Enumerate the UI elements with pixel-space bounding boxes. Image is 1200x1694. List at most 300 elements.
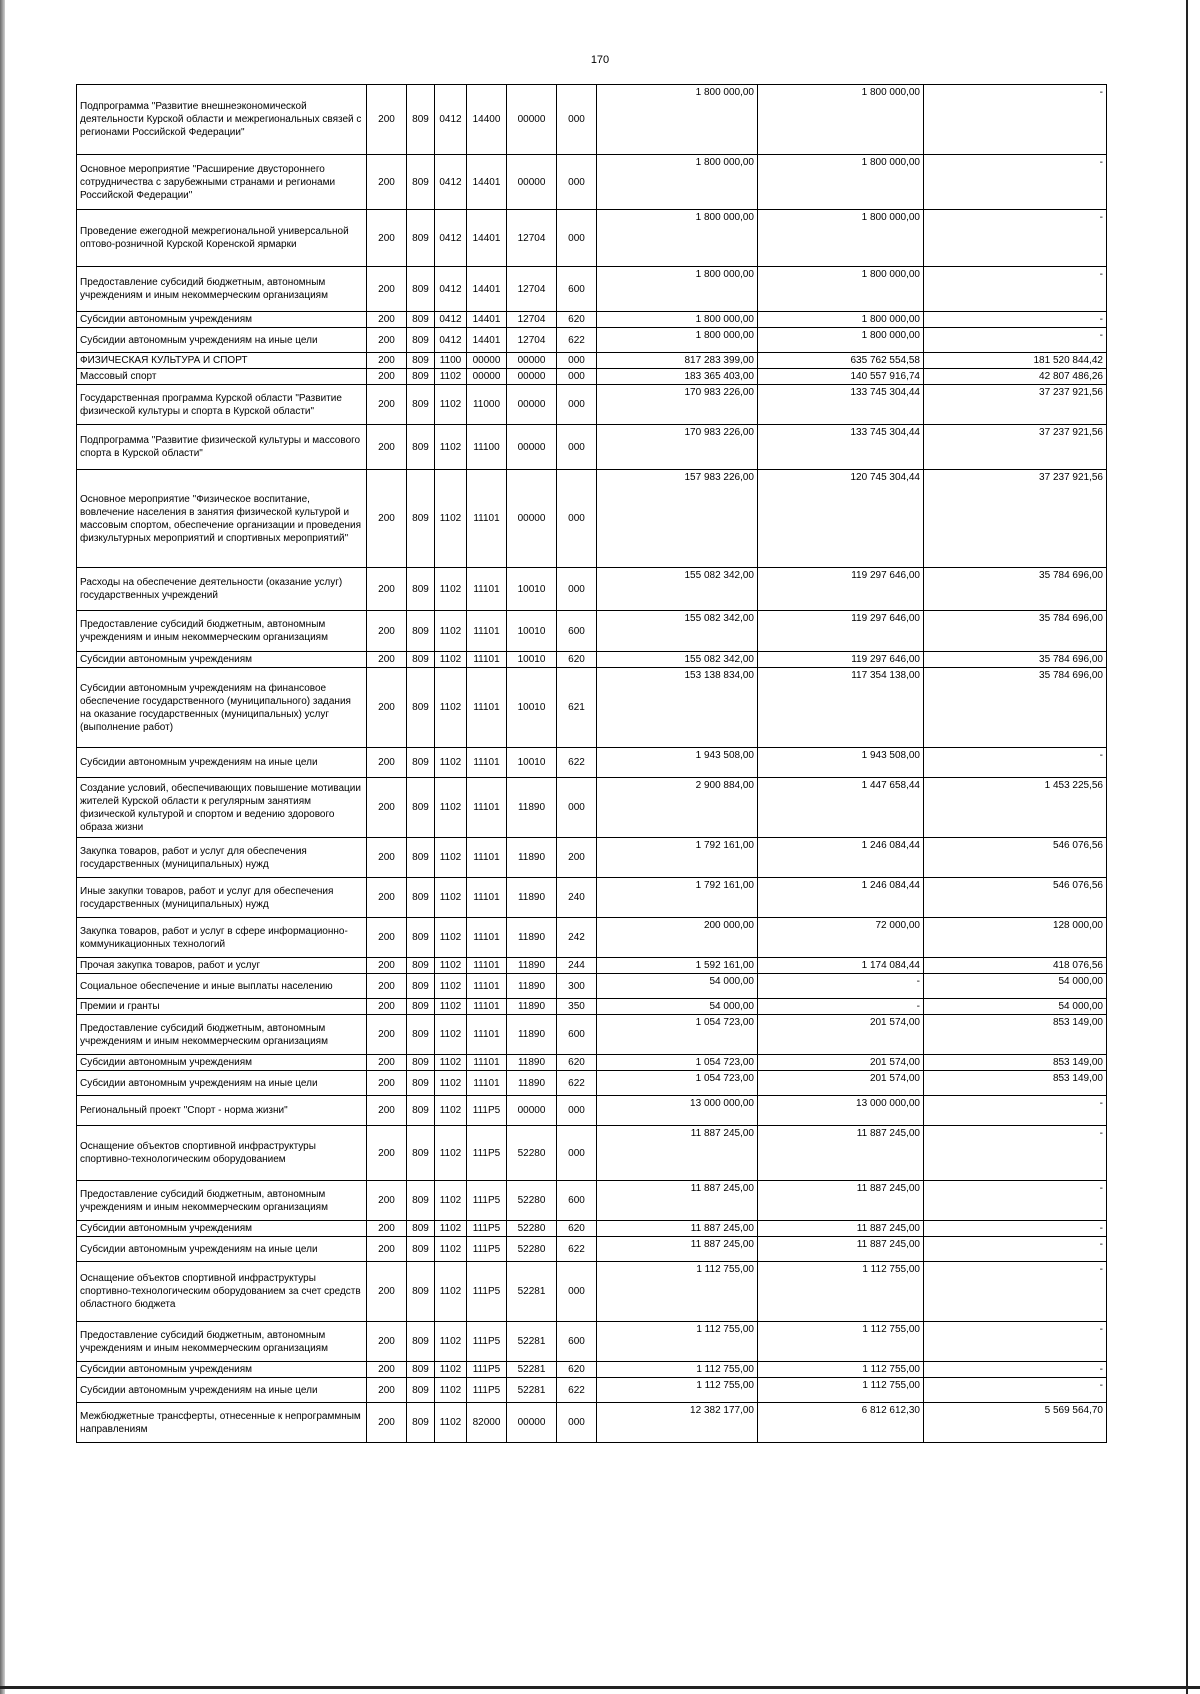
row-code-direction: 12704	[507, 210, 557, 267]
row-code-direction: 11890	[507, 958, 557, 974]
row-code-direction: 10010	[507, 748, 557, 778]
row-amount-approved: 1 054 723,00	[597, 1015, 758, 1055]
row-code-section: 0412	[435, 85, 467, 155]
scan-bottom-border	[0, 1686, 1200, 1689]
row-code-expense-type: 000	[557, 1126, 597, 1181]
row-amount-executed: 133 745 304,44	[758, 385, 924, 425]
row-code-direction: 12704	[507, 267, 557, 312]
table-row	[77, 425, 1107, 470]
row-amount-executed: 117 354 138,00	[758, 668, 924, 748]
row-code-section: 0412	[435, 155, 467, 210]
row-code-expense-type: 000	[557, 778, 597, 838]
row-code-program: 111P5	[467, 1181, 507, 1221]
row-code-chapter: 809	[407, 267, 435, 312]
row-code-admin: 200	[367, 748, 407, 778]
row-code-section: 1102	[435, 1262, 467, 1322]
row-name: Субсидии автономным учреждениям	[77, 652, 367, 668]
row-code-chapter: 809	[407, 210, 435, 267]
row-code-section: 1102	[435, 611, 467, 652]
row-code-admin: 200	[367, 1262, 407, 1322]
row-code-direction: 11890	[507, 1015, 557, 1055]
row-amount-remainder: 54 000,00	[924, 999, 1107, 1015]
row-amount-executed: 1 800 000,00	[758, 267, 924, 312]
row-amount-remainder: 5 569 564,70	[924, 1403, 1107, 1443]
row-amount-approved: 170 983 226,00	[597, 385, 758, 425]
row-code-program: 111P5	[467, 1262, 507, 1322]
row-code-admin: 200	[367, 85, 407, 155]
row-code-section: 1102	[435, 568, 467, 611]
table-row	[77, 748, 1107, 778]
row-code-chapter: 809	[407, 328, 435, 353]
row-code-direction: 52281	[507, 1322, 557, 1362]
row-amount-approved: 1 792 161,00	[597, 878, 758, 918]
row-code-direction: 10010	[507, 568, 557, 611]
row-code-section: 0412	[435, 328, 467, 353]
table-row	[77, 210, 1107, 267]
row-code-chapter: 809	[407, 1181, 435, 1221]
row-name: Оснащение объектов спортивной инфраструктуры спортивно-технологическим оборудованием за счет средств областного бюджета	[77, 1262, 367, 1322]
row-code-expense-type: 620	[557, 1221, 597, 1237]
row-amount-remainder: -	[924, 1378, 1107, 1403]
row-amount-executed: 1 246 084,44	[758, 838, 924, 878]
row-name: Субсидии автономным учреждениям на иные цели	[77, 748, 367, 778]
row-name: Субсидии автономным учреждениям	[77, 1221, 367, 1237]
row-amount-approved: 54 000,00	[597, 999, 758, 1015]
row-name: Подпрограмма "Развитие физической культуры и массового спорта в Курской области"	[77, 425, 367, 470]
row-code-admin: 200	[367, 1322, 407, 1362]
row-amount-executed: 119 297 646,00	[758, 568, 924, 611]
row-code-expense-type: 620	[557, 312, 597, 328]
row-code-admin: 200	[367, 974, 407, 999]
row-code-program: 14400	[467, 85, 507, 155]
row-amount-executed: 140 557 916,74	[758, 369, 924, 385]
row-amount-remainder: 37 237 921,56	[924, 385, 1107, 425]
row-code-expense-type: 000	[557, 1262, 597, 1322]
row-amount-approved: 155 082 342,00	[597, 568, 758, 611]
row-amount-approved: 1 800 000,00	[597, 85, 758, 155]
row-code-expense-type: 242	[557, 918, 597, 958]
row-code-program: 11100	[467, 425, 507, 470]
row-name: Иные закупки товаров, работ и услуг для обеспечения государственных (муниципальных) нужд	[77, 878, 367, 918]
row-code-admin: 200	[367, 611, 407, 652]
row-code-section: 0412	[435, 267, 467, 312]
row-code-section: 1102	[435, 1055, 467, 1071]
row-amount-executed: 72 000,00	[758, 918, 924, 958]
row-name: Предоставление субсидий бюджетным, автономным учреждениям и иным некоммерческим организациям	[77, 611, 367, 652]
row-code-admin: 200	[367, 1096, 407, 1126]
row-code-chapter: 809	[407, 1071, 435, 1096]
row-code-admin: 200	[367, 1181, 407, 1221]
row-name: Закупка товаров, работ и услуг для обеспечения государственных (муниципальных) нужд	[77, 838, 367, 878]
table-row	[77, 312, 1107, 328]
row-amount-executed: 1 112 755,00	[758, 1322, 924, 1362]
table-row	[77, 668, 1107, 748]
table-row	[77, 1071, 1107, 1096]
row-code-expense-type: 622	[557, 1071, 597, 1096]
row-code-direction: 11890	[507, 1055, 557, 1071]
row-code-admin: 200	[367, 1015, 407, 1055]
row-code-program: 11101	[467, 652, 507, 668]
row-code-section: 1102	[435, 652, 467, 668]
row-code-program: 14401	[467, 328, 507, 353]
table-row	[77, 1362, 1107, 1378]
row-amount-executed: 1 800 000,00	[758, 155, 924, 210]
row-code-chapter: 809	[407, 958, 435, 974]
row-code-chapter: 809	[407, 85, 435, 155]
row-code-expense-type: 000	[557, 369, 597, 385]
row-amount-approved: 155 082 342,00	[597, 611, 758, 652]
row-code-chapter: 809	[407, 1403, 435, 1443]
row-name: Субсидии автономным учреждениям	[77, 312, 367, 328]
table-row	[77, 369, 1107, 385]
row-code-chapter: 809	[407, 1262, 435, 1322]
row-code-section: 1102	[435, 1126, 467, 1181]
row-amount-executed: 1 447 658,44	[758, 778, 924, 838]
table-row	[77, 878, 1107, 918]
row-name: Закупка товаров, работ и услуг в сфере информационно-коммуникационных технологий	[77, 918, 367, 958]
row-code-admin: 200	[367, 353, 407, 369]
row-code-chapter: 809	[407, 652, 435, 668]
budget-table-body	[77, 85, 1107, 1443]
row-code-expense-type: 600	[557, 1181, 597, 1221]
row-code-program: 111P5	[467, 1237, 507, 1262]
row-name: ФИЗИЧЕСКАЯ КУЛЬТУРА И СПОРТ	[77, 353, 367, 369]
row-code-section: 1102	[435, 1378, 467, 1403]
row-code-expense-type: 620	[557, 1362, 597, 1378]
row-amount-executed: 1 800 000,00	[758, 85, 924, 155]
table-row	[77, 1378, 1107, 1403]
row-amount-approved: 2 900 884,00	[597, 778, 758, 838]
row-code-expense-type: 000	[557, 568, 597, 611]
row-amount-approved: 1 112 755,00	[597, 1322, 758, 1362]
row-amount-executed: -	[758, 999, 924, 1015]
row-code-chapter: 809	[407, 353, 435, 369]
row-code-program: 11101	[467, 918, 507, 958]
row-code-direction: 52281	[507, 1262, 557, 1322]
table-row	[77, 568, 1107, 611]
row-code-expense-type: 000	[557, 385, 597, 425]
row-code-admin: 200	[367, 918, 407, 958]
table-row	[77, 652, 1107, 668]
row-code-expense-type: 000	[557, 425, 597, 470]
row-amount-approved: 155 082 342,00	[597, 652, 758, 668]
row-code-section: 1102	[435, 1322, 467, 1362]
row-code-admin: 200	[367, 878, 407, 918]
table-row	[77, 1403, 1107, 1443]
row-amount-approved: 817 283 399,00	[597, 353, 758, 369]
table-row	[77, 1055, 1107, 1071]
row-amount-executed: 1 174 084,44	[758, 958, 924, 974]
row-code-admin: 200	[367, 958, 407, 974]
row-code-chapter: 809	[407, 918, 435, 958]
row-code-section: 1102	[435, 1071, 467, 1096]
row-code-direction: 10010	[507, 652, 557, 668]
row-code-chapter: 809	[407, 1126, 435, 1181]
row-code-direction: 52281	[507, 1378, 557, 1403]
table-row	[77, 1221, 1107, 1237]
row-code-section: 1102	[435, 1181, 467, 1221]
row-code-direction: 00000	[507, 85, 557, 155]
row-code-chapter: 809	[407, 668, 435, 748]
row-code-section: 1102	[435, 1221, 467, 1237]
row-name: Субсидии автономным учреждениям на финансовое обеспечение государственного (муниципального) задания на оказание государственных (муниципальных) услуг (выполнение работ)	[77, 668, 367, 748]
row-code-direction: 00000	[507, 1403, 557, 1443]
row-amount-approved: 12 382 177,00	[597, 1403, 758, 1443]
budget-table	[76, 84, 1107, 1443]
row-code-direction: 11890	[507, 878, 557, 918]
row-code-admin: 200	[367, 1403, 407, 1443]
row-code-admin: 200	[367, 1071, 407, 1096]
row-code-expense-type: 200	[557, 838, 597, 878]
row-amount-remainder: -	[924, 1262, 1107, 1322]
row-code-admin: 200	[367, 328, 407, 353]
row-code-expense-type: 622	[557, 1237, 597, 1262]
row-amount-remainder: 54 000,00	[924, 974, 1107, 999]
row-amount-approved: 11 887 245,00	[597, 1181, 758, 1221]
row-code-program: 11101	[467, 1055, 507, 1071]
row-code-chapter: 809	[407, 1362, 435, 1378]
row-code-section: 1102	[435, 1362, 467, 1378]
row-amount-remainder: -	[924, 210, 1107, 267]
row-amount-approved: 153 138 834,00	[597, 668, 758, 748]
row-amount-approved: 1 792 161,00	[597, 838, 758, 878]
row-code-program: 11101	[467, 1015, 507, 1055]
row-code-program: 11101	[467, 999, 507, 1015]
table-row	[77, 999, 1107, 1015]
row-code-chapter: 809	[407, 470, 435, 568]
row-code-admin: 200	[367, 652, 407, 668]
row-amount-remainder: -	[924, 1181, 1107, 1221]
row-amount-remainder: 1 453 225,56	[924, 778, 1107, 838]
row-code-program: 11101	[467, 838, 507, 878]
row-code-program: 111P5	[467, 1362, 507, 1378]
row-code-chapter: 809	[407, 748, 435, 778]
row-code-admin: 200	[367, 838, 407, 878]
row-amount-executed: 119 297 646,00	[758, 611, 924, 652]
row-amount-remainder: -	[924, 1221, 1107, 1237]
row-code-chapter: 809	[407, 155, 435, 210]
row-code-expense-type: 000	[557, 1096, 597, 1126]
row-amount-remainder: -	[924, 1126, 1107, 1181]
row-amount-approved: 1 943 508,00	[597, 748, 758, 778]
row-amount-remainder: 35 784 696,00	[924, 568, 1107, 611]
row-amount-executed: 119 297 646,00	[758, 652, 924, 668]
row-amount-executed: 1 112 755,00	[758, 1378, 924, 1403]
row-code-program: 111P5	[467, 1322, 507, 1362]
row-code-direction: 52280	[507, 1221, 557, 1237]
row-name: Прочая закупка товаров, работ и услуг	[77, 958, 367, 974]
row-code-expense-type: 000	[557, 353, 597, 369]
table-row	[77, 155, 1107, 210]
row-amount-remainder: -	[924, 1237, 1107, 1262]
row-code-admin: 200	[367, 1055, 407, 1071]
row-code-expense-type: 622	[557, 1378, 597, 1403]
row-code-direction: 11890	[507, 999, 557, 1015]
row-code-program: 11101	[467, 974, 507, 999]
row-code-section: 1102	[435, 958, 467, 974]
row-amount-remainder: -	[924, 1362, 1107, 1378]
row-code-program: 11101	[467, 668, 507, 748]
row-code-section: 1102	[435, 778, 467, 838]
row-code-section: 1102	[435, 1015, 467, 1055]
table-row	[77, 470, 1107, 568]
row-code-program: 111P5	[467, 1126, 507, 1181]
row-amount-approved: 1 112 755,00	[597, 1262, 758, 1322]
row-code-direction: 00000	[507, 470, 557, 568]
row-amount-executed: 1 943 508,00	[758, 748, 924, 778]
row-code-admin: 200	[367, 1362, 407, 1378]
row-amount-remainder: 853 149,00	[924, 1015, 1107, 1055]
row-code-section: 1102	[435, 1096, 467, 1126]
row-name: Премии и гранты	[77, 999, 367, 1015]
row-amount-approved: 1 800 000,00	[597, 328, 758, 353]
row-code-program: 00000	[467, 353, 507, 369]
table-row	[77, 85, 1107, 155]
row-code-chapter: 809	[407, 385, 435, 425]
row-amount-executed: -	[758, 974, 924, 999]
row-name: Проведение ежегодной межрегиональной универсальной оптово-розничной Курской Коренской ярмарки	[77, 210, 367, 267]
row-code-program: 11101	[467, 1071, 507, 1096]
row-amount-executed: 201 574,00	[758, 1071, 924, 1096]
row-code-expense-type: 300	[557, 974, 597, 999]
row-code-program: 111P5	[467, 1096, 507, 1126]
row-code-chapter: 809	[407, 425, 435, 470]
row-code-direction: 52280	[507, 1126, 557, 1181]
row-name: Субсидии автономным учреждениям на иные цели	[77, 1071, 367, 1096]
row-code-direction: 11890	[507, 918, 557, 958]
row-amount-approved: 1 800 000,00	[597, 312, 758, 328]
row-amount-approved: 11 887 245,00	[597, 1126, 758, 1181]
row-code-chapter: 809	[407, 999, 435, 1015]
row-amount-remainder: -	[924, 748, 1107, 778]
row-code-direction: 12704	[507, 328, 557, 353]
row-code-program: 11101	[467, 878, 507, 918]
row-name: Социальное обеспечение и иные выплаты населению	[77, 974, 367, 999]
row-amount-executed: 201 574,00	[758, 1015, 924, 1055]
row-code-direction: 00000	[507, 1096, 557, 1126]
row-amount-executed: 11 887 245,00	[758, 1181, 924, 1221]
row-code-direction: 52280	[507, 1181, 557, 1221]
row-amount-approved: 11 887 245,00	[597, 1237, 758, 1262]
row-code-admin: 200	[367, 385, 407, 425]
row-amount-approved: 54 000,00	[597, 974, 758, 999]
row-amount-remainder: 35 784 696,00	[924, 652, 1107, 668]
row-code-program: 14401	[467, 267, 507, 312]
row-amount-approved: 1 112 755,00	[597, 1378, 758, 1403]
scan-left-edge	[0, 0, 5, 1694]
row-code-program: 111P5	[467, 1221, 507, 1237]
row-code-admin: 200	[367, 999, 407, 1015]
row-name: Основное мероприятие "Физическое воспитание, вовлечение населения в занятия физической культурой и массовым спортом, обеспечение организации и проведения физкультурных мероприятий и спортивных мероприятий"	[77, 470, 367, 568]
row-amount-remainder: -	[924, 155, 1107, 210]
row-code-expense-type: 244	[557, 958, 597, 974]
page-number: 170	[590, 54, 610, 66]
row-code-chapter: 809	[407, 1322, 435, 1362]
row-code-expense-type: 000	[557, 470, 597, 568]
row-amount-approved: 1 112 755,00	[597, 1362, 758, 1378]
row-amount-approved: 1 800 000,00	[597, 155, 758, 210]
row-amount-executed: 1 800 000,00	[758, 312, 924, 328]
row-code-expense-type: 620	[557, 1055, 597, 1071]
row-name: Предоставление субсидий бюджетным, автономным учреждениям и иным некоммерческим организациям	[77, 1322, 367, 1362]
table-row	[77, 353, 1107, 369]
row-code-expense-type: 600	[557, 1322, 597, 1362]
row-code-chapter: 809	[407, 1055, 435, 1071]
row-amount-remainder: -	[924, 267, 1107, 312]
row-amount-approved: 1 800 000,00	[597, 267, 758, 312]
row-code-admin: 200	[367, 1126, 407, 1181]
table-row	[77, 958, 1107, 974]
row-code-section: 1102	[435, 918, 467, 958]
row-amount-remainder: 853 149,00	[924, 1071, 1107, 1096]
row-amount-executed: 1 800 000,00	[758, 328, 924, 353]
row-code-admin: 200	[367, 568, 407, 611]
table-row	[77, 1262, 1107, 1322]
row-amount-remainder: 418 076,56	[924, 958, 1107, 974]
row-code-admin: 200	[367, 778, 407, 838]
row-amount-approved: 13 000 000,00	[597, 1096, 758, 1126]
row-code-direction: 00000	[507, 425, 557, 470]
row-name: Подпрограмма "Развитие внешнеэкономической деятельности Курской области и межрегиональных связей с регионами Российской Федерации"	[77, 85, 367, 155]
row-amount-remainder: 546 076,56	[924, 838, 1107, 878]
row-code-chapter: 809	[407, 1221, 435, 1237]
row-code-program: 11101	[467, 470, 507, 568]
row-code-admin: 200	[367, 369, 407, 385]
row-amount-remainder: 37 237 921,56	[924, 470, 1107, 568]
row-code-direction: 52280	[507, 1237, 557, 1262]
row-code-chapter: 809	[407, 974, 435, 999]
row-amount-executed: 1 112 755,00	[758, 1362, 924, 1378]
row-code-expense-type: 000	[557, 85, 597, 155]
row-code-expense-type: 000	[557, 210, 597, 267]
row-name: Предоставление субсидий бюджетным, автономным учреждениям и иным некоммерческим организациям	[77, 1015, 367, 1055]
row-code-expense-type: 350	[557, 999, 597, 1015]
row-code-direction: 00000	[507, 353, 557, 369]
row-name: Субсидии автономным учреждениям на иные цели	[77, 1237, 367, 1262]
scan-right-border	[1186, 0, 1188, 1694]
row-amount-executed: 1 800 000,00	[758, 210, 924, 267]
row-code-direction: 11890	[507, 1071, 557, 1096]
row-code-chapter: 809	[407, 568, 435, 611]
table-row	[77, 267, 1107, 312]
row-name: Оснащение объектов спортивной инфраструктуры спортивно-технологическим оборудованием	[77, 1126, 367, 1181]
row-name: Создание условий, обеспечивающих повышение мотивации жителей Курской области к регулярным занятиям физической культурой и спортом и ведению здорового образа жизни	[77, 778, 367, 838]
row-code-expense-type: 000	[557, 155, 597, 210]
row-code-chapter: 809	[407, 878, 435, 918]
row-name: Субсидии автономным учреждениям	[77, 1055, 367, 1071]
row-code-chapter: 809	[407, 1096, 435, 1126]
row-amount-approved: 157 983 226,00	[597, 470, 758, 568]
row-code-chapter: 809	[407, 1378, 435, 1403]
table-row	[77, 918, 1107, 958]
row-amount-remainder: 35 784 696,00	[924, 611, 1107, 652]
row-code-section: 1102	[435, 878, 467, 918]
row-amount-executed: 1 246 084,44	[758, 878, 924, 918]
row-code-admin: 200	[367, 1221, 407, 1237]
row-code-expense-type: 240	[557, 878, 597, 918]
row-amount-remainder: -	[924, 1322, 1107, 1362]
row-code-program: 11101	[467, 611, 507, 652]
row-name: Основное мероприятие "Расширение двустороннего сотрудничества с зарубежными странами и регионами Российской Федерации"	[77, 155, 367, 210]
table-row	[77, 611, 1107, 652]
row-name: Субсидии автономным учреждениям на иные цели	[77, 328, 367, 353]
row-code-program: 11101	[467, 958, 507, 974]
row-code-admin: 200	[367, 1237, 407, 1262]
row-code-section: 1100	[435, 353, 467, 369]
row-code-admin: 200	[367, 210, 407, 267]
row-code-chapter: 809	[407, 778, 435, 838]
row-amount-remainder: 853 149,00	[924, 1055, 1107, 1071]
